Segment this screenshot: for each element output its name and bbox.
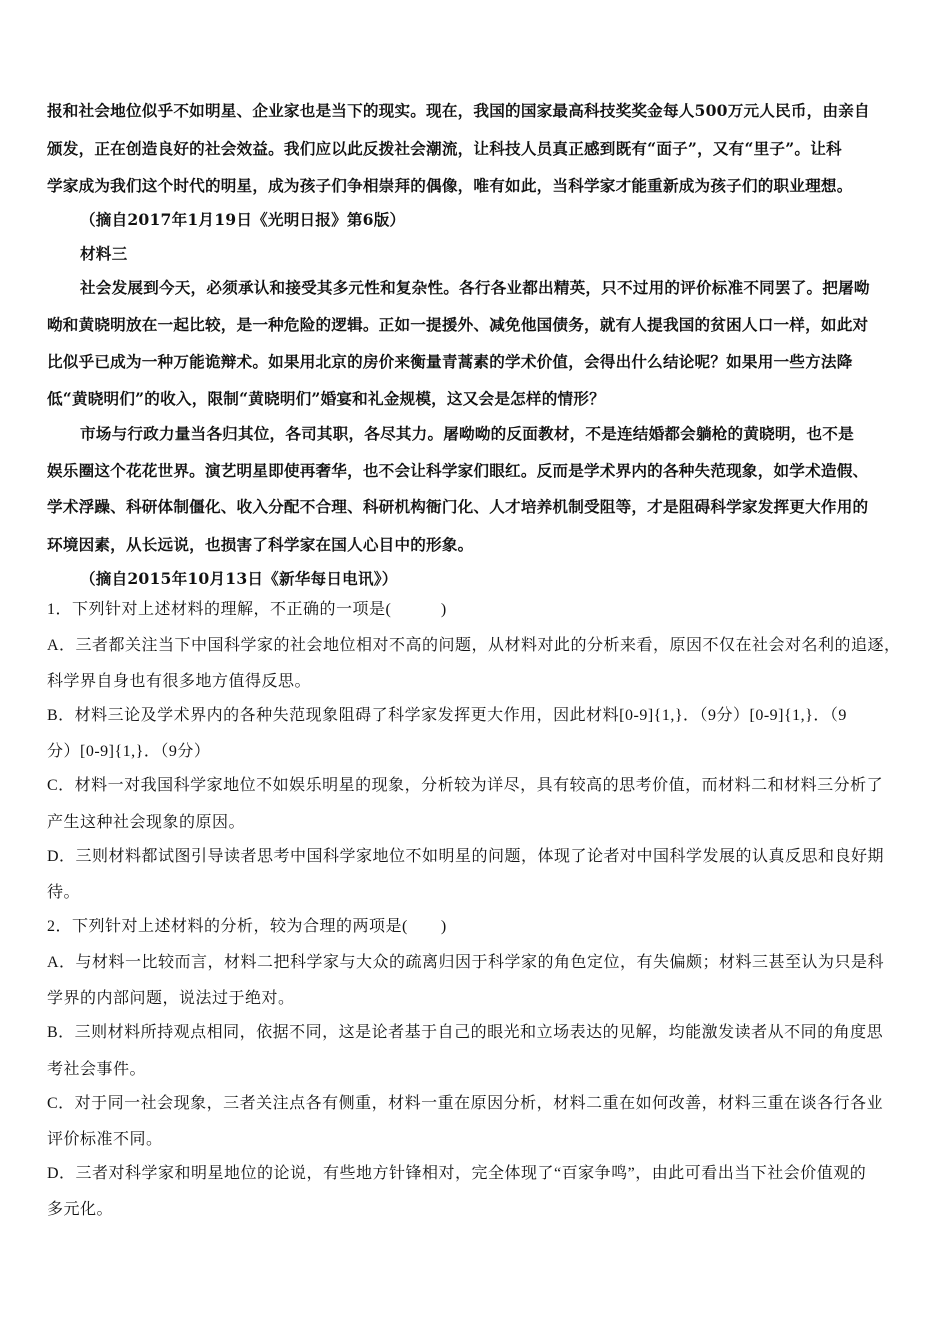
paragraph-line: 学术浮躁、科研体制僵化、收入分配不合理、科研机构衙门化、人才培养机制受阻等，才是阻碍科学家发挥更大作用的 [47,497,869,516]
section-heading: 材料三 [80,244,128,263]
question-2-option-d: D．三者对科学家和明星地位的论说，有些地方针锋相对，完全体现了“百家争鸣”，由此可看出当下社会价值观的 [47,1165,867,1182]
paragraph-line: 娱乐圈这个花花世界。演艺明星即使再奢华，也不会让科学家们眼红。反而是学术界内的各种失范现象，如学术造假、 [47,461,869,480]
paragraph-line: 市场与行政力量当各归其位，各司其职，各尽其力。屠呦呦的反面教材，不是连结婚都会躺枪的黄晓明，也不是 [80,424,854,443]
question-2-option-a: A．与材料一比较而言，材料二把科学家与大众的疏离归因于科学家的角色定位，有失偏颇；材料三甚至认为只是科 [47,954,885,971]
paragraph-line: 颁发，正在创造良好的社会效益。我们应以此反拨社会潮流，让科技人员真正感到既有“面子”，又有“里子”。让科 [47,139,842,158]
question-1-option-d: D．三则材料都试图引导读者思考中国科学家地位不如明星的问题，体现了论者对中国科学发展的认真反思和良好期 [47,848,885,865]
source-citation: （摘自2017年1月19日《光明日报》第6版） [80,210,406,229]
question-2-option-b-cont: 考社会事件。 [47,1061,147,1078]
paragraph-line: 报和社会地位似乎不如明星、企业家也是当下的现实。现在，我国的国家最高科技奖奖金每人500万元人民币，由亲自 [47,101,870,120]
paragraph-line: 社会发展到今天，必须承认和接受其多元性和复杂性。各行各业都出精英，只不过用的评价标准不同罢了。把屠呦 [80,278,870,297]
question-2-option-d-cont: 多元化。 [47,1201,114,1218]
source-citation: （摘自2015年10月13日《新华每日电讯》） [80,569,398,588]
paragraph-line: 环境因素，从长远说，也损害了科学家在国人心目中的形象。 [47,535,474,554]
question-2-option-b: B．三则材料所持观点相同，依据不同，这是论者基于自己的眼光和立场表达的见解，均能激发读者从不同的角度思 [47,1024,884,1041]
question-1-option-b: B．材料三论及学术界内的各种失范现象阻碍了科学家发挥更大作用，因此材料[0-9]{1,}．（9分）[0-9]{1,}．（9 [47,707,847,724]
question-1-option-c: C．材料一对我国科学家地位不如娱乐明星的现象，分析较为详尽，具有较高的思考价值，而材料二和材料三分析了 [47,777,884,794]
paragraph-line: 学家成为我们这个时代的明星，成为孩子们争相崇拜的偶像，唯有如此，当科学家才能重新成为孩子们的职业理想。 [47,176,853,195]
question-2-stem: 2．下列针对上述材料的分析，较为合理的两项是( ) [47,918,447,935]
question-1-option-c-cont: 产生这种社会现象的原因。 [47,814,246,831]
question-1-stem: 1．下列针对上述材料的理解，不正确的一项是( ) [47,601,447,618]
paragraph-line: 低“黄晓明们”的收入，限制“黄晓明们”婚宴和礼金规模，这又会是怎样的情形？ [47,389,605,408]
question-2-option-c-cont: 评价标准不同。 [47,1131,163,1148]
paragraph-line: 呦和黄晓明放在一起比较，是一种危险的逻辑。正如一提援外、减免他国债务，就有人提我国的贫困人口一样，如此对 [47,315,869,334]
question-1-option-b-cont: 分）[0-9]{1,}．（9分） [47,743,211,760]
question-1-option-a: A．三者都关注当下中国科学家的社会地位相对不高的问题，从材料对此的分析来看，原因不仅在社会对名利的追逐， [47,637,901,654]
paragraph-line: 比似乎已成为一种万能诡辩术。如果用北京的房价来衡量青蒿素的学术价值，会得出什么结论呢？如果用一些方法降 [47,352,853,371]
question-2-option-a-cont: 学界的内部问题，说法过于绝对。 [47,990,295,1007]
question-1-option-a-cont: 科学界自身也有很多地方值得反思。 [47,673,312,690]
question-1-option-d-cont: 待。 [47,884,81,901]
question-2-option-c: C．对于同一社会现象，三者关注点各有侧重，材料一重在原因分析，材料二重在如何改善，材料三重在谈各行各业 [47,1095,884,1112]
